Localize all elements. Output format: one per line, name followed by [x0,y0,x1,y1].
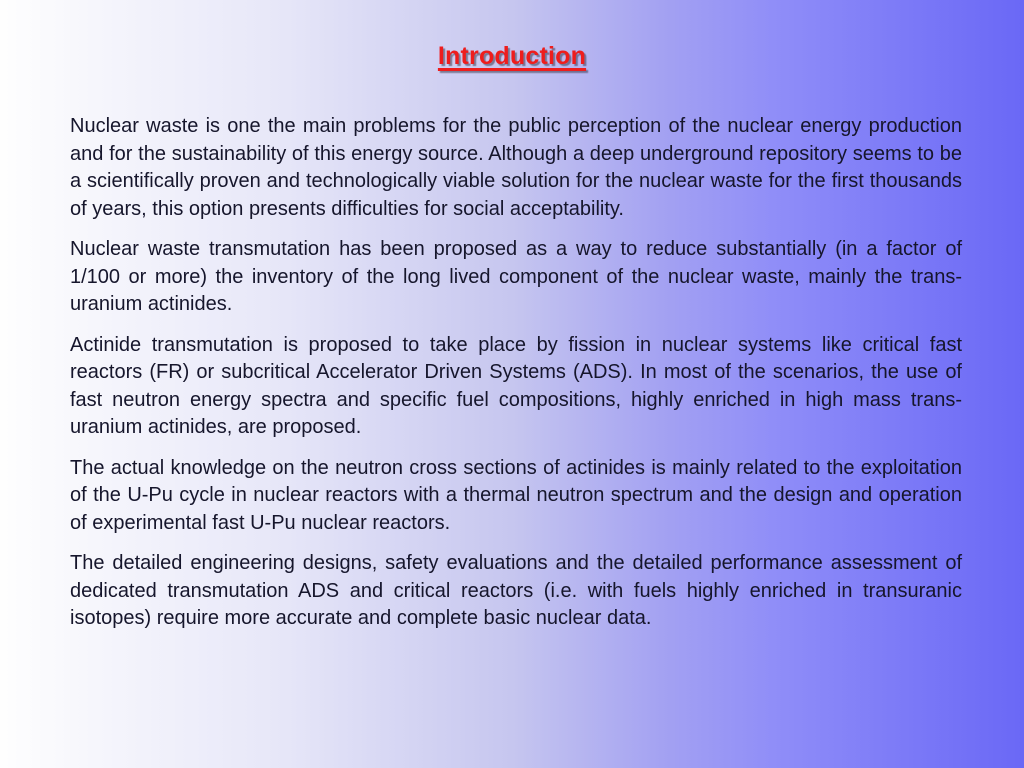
body-paragraph: Actinide transmutation is proposed to take place by fission in nuclear systems like critical fast reactors (FR) or subcritical Accelerator Driven Systems (ADS). In most of the scenarios, the use of fast neutron energy spectra and specific fuel compositions, highly enriched in high mass trans-uranium actinides, are proposed. [70,333,962,438]
body-paragraph: Nuclear waste transmutation has been proposed as a way to reduce substantially (in a factor of 1/100 or more) the inventory of the long lived component of the nuclear waste, mainly the trans-uranium actinides. [70,238,962,315]
slide-title: Introduction [437,42,587,70]
body-paragraph: Nuclear waste is one the main problems for the public perception of the nuclear energy production and for the sustainability of this energy source. Although a deep underground repository seems to be a scientifically proven and technologically viable solution for the nuclear waste for the first thousands of years, this option presents difficulties for social acceptability. [70,115,962,220]
body-paragraph: The actual knowledge on the neutron cross sections of actinides is mainly related to the exploitation of the U-Pu cycle in nuclear reactors with a thermal neutron spectrum and the design and operation of experimental fast U-Pu nuclear reactors. [70,456,962,534]
slide-body [70,113,962,646]
body-paragraph: The detailed engineering designs, safety evaluations and the detailed performance assessment of dedicated transmutation ADS and critical reactors (i.e. with fuels highly enriched in transuranic isotopes) require more accurate and complete basic nuclear data. [70,552,962,629]
